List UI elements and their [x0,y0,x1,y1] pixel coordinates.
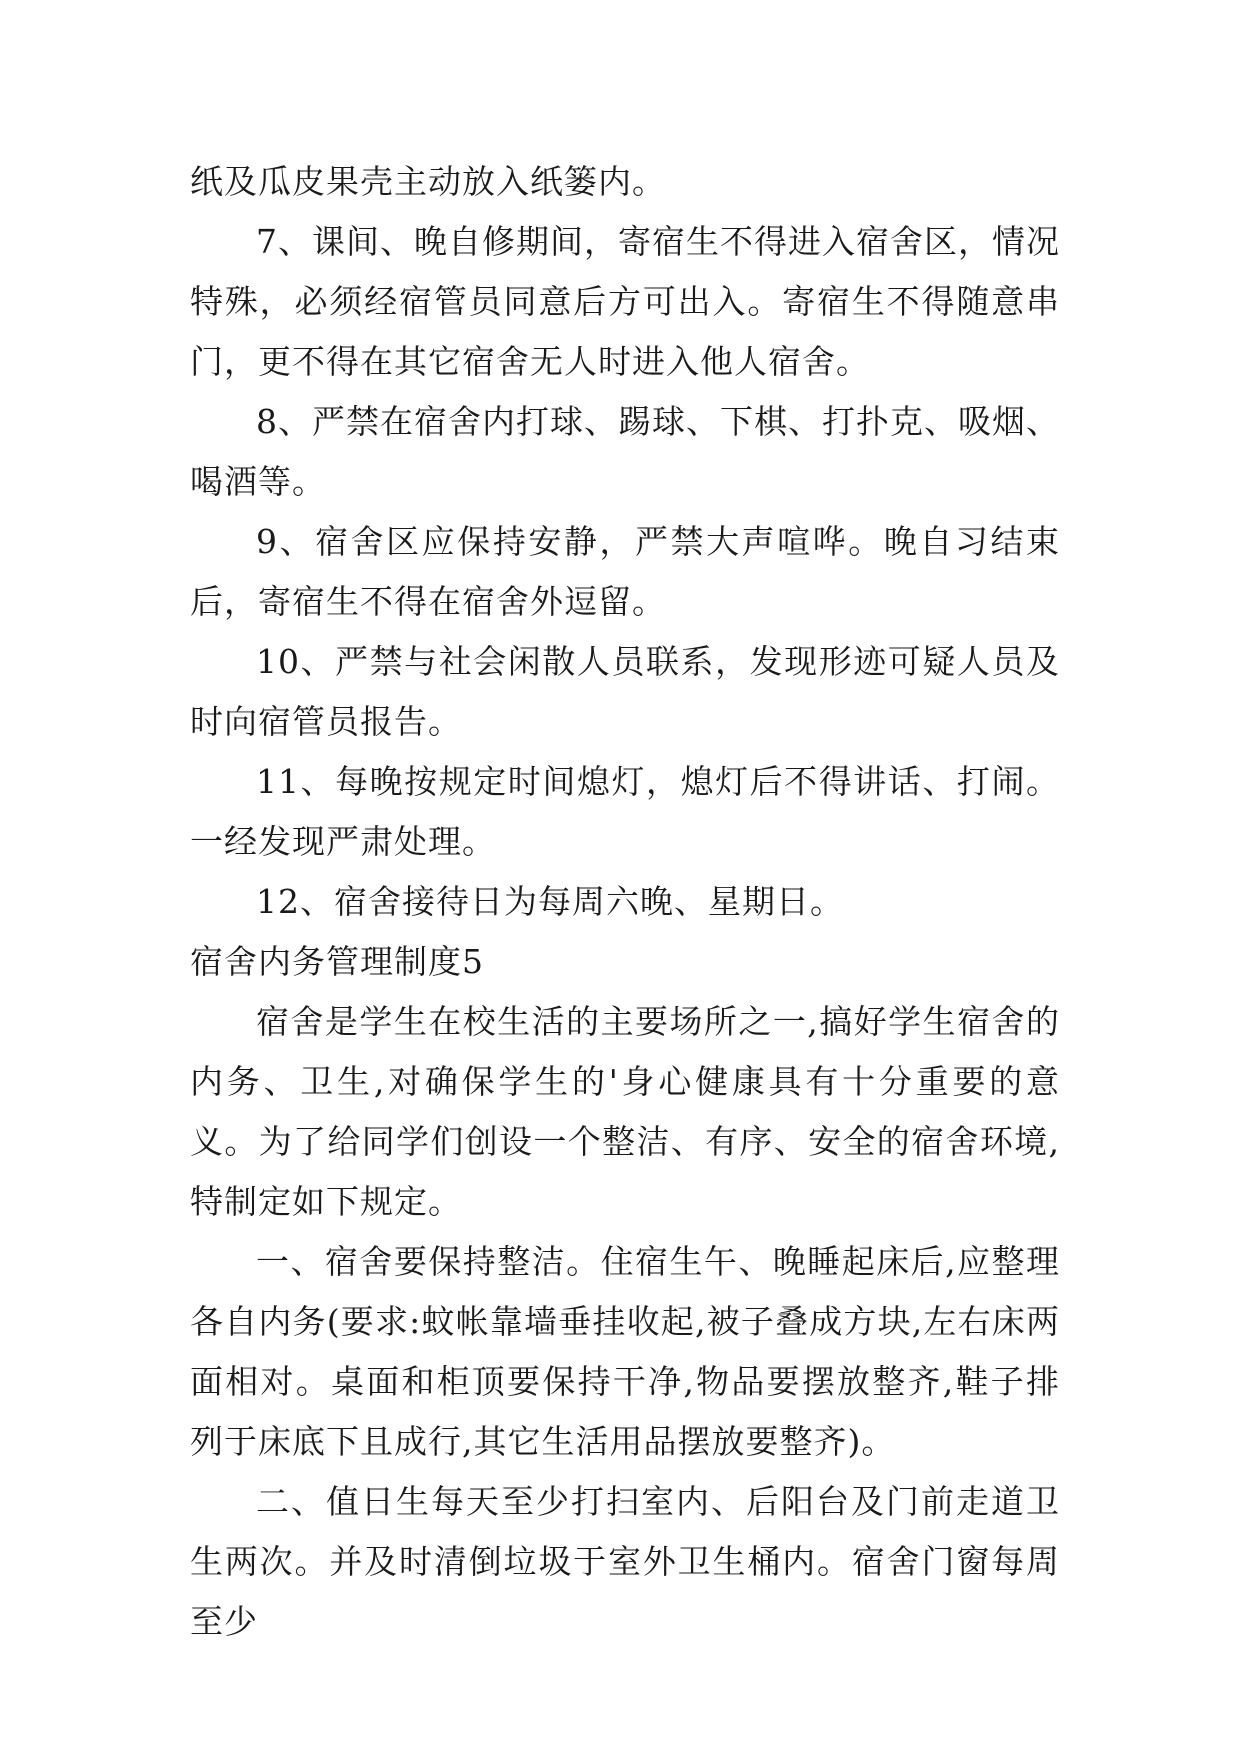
rule-12: 12、宿舍接待日为每周六晚、星期日。 [256,882,844,921]
section-intro: 宿舍是学生在校生活的主要场所之一,搞好学生宿舍的内务、卫生,对确保学生的'身心健康具有十分重要的意义。为了给同学们创设一个整洁、有序、安全的宿舍环境,特制定如下规定。 [190,1002,1060,1221]
document-page [190,152,1060,1652]
section-rule-2: 二、值日生每天至少打扫室内、后阳台及门前走道卫生两次。并及时清倒垃圾于室外卫生桶内。宿舍门窗每周至少 [190,1482,1060,1641]
rule-7: 7、课间、晚自修期间，寄宿生不得进入宿舍区，情况特殊，必须经宿管员同意后方可出入。寄宿生不得随意串门，更不得在其它宿舍无人时进入他人宿舍。 [190,222,1060,381]
rule-9: 9、宿舍区应保持安静，严禁大声喧哗。晚自习结束后，寄宿生不得在宿舍外逗留。 [190,522,1060,621]
section-rule-1: 一、宿舍要保持整洁。住宿生午、晚睡起床后,应整理各自内务(要求:蚊帐靠墙垂挂收起,被子叠成方块,左右床两面相对。桌面和柜顶要保持干净,物品要摆放整齐,鞋子排列于床底下且成行,其它生活用品摆放要整齐)。 [190,1242,1060,1461]
section-heading: 宿舍内务管理制度5 [190,942,484,981]
paragraph-continuation: 纸及瓜皮果壳主动放入纸篓内。 [190,162,666,201]
rule-11: 11、每晚按规定时间熄灯，熄灯后不得讲话、打闹。一经发现严肃处理。 [190,762,1060,861]
rule-8: 8、严禁在宿舍内打球、踢球、下棋、打扑克、吸烟、喝酒等。 [190,402,1060,501]
rule-10: 10、严禁与社会闲散人员联系，发现形迹可疑人员及时向宿管员报告。 [190,642,1060,741]
